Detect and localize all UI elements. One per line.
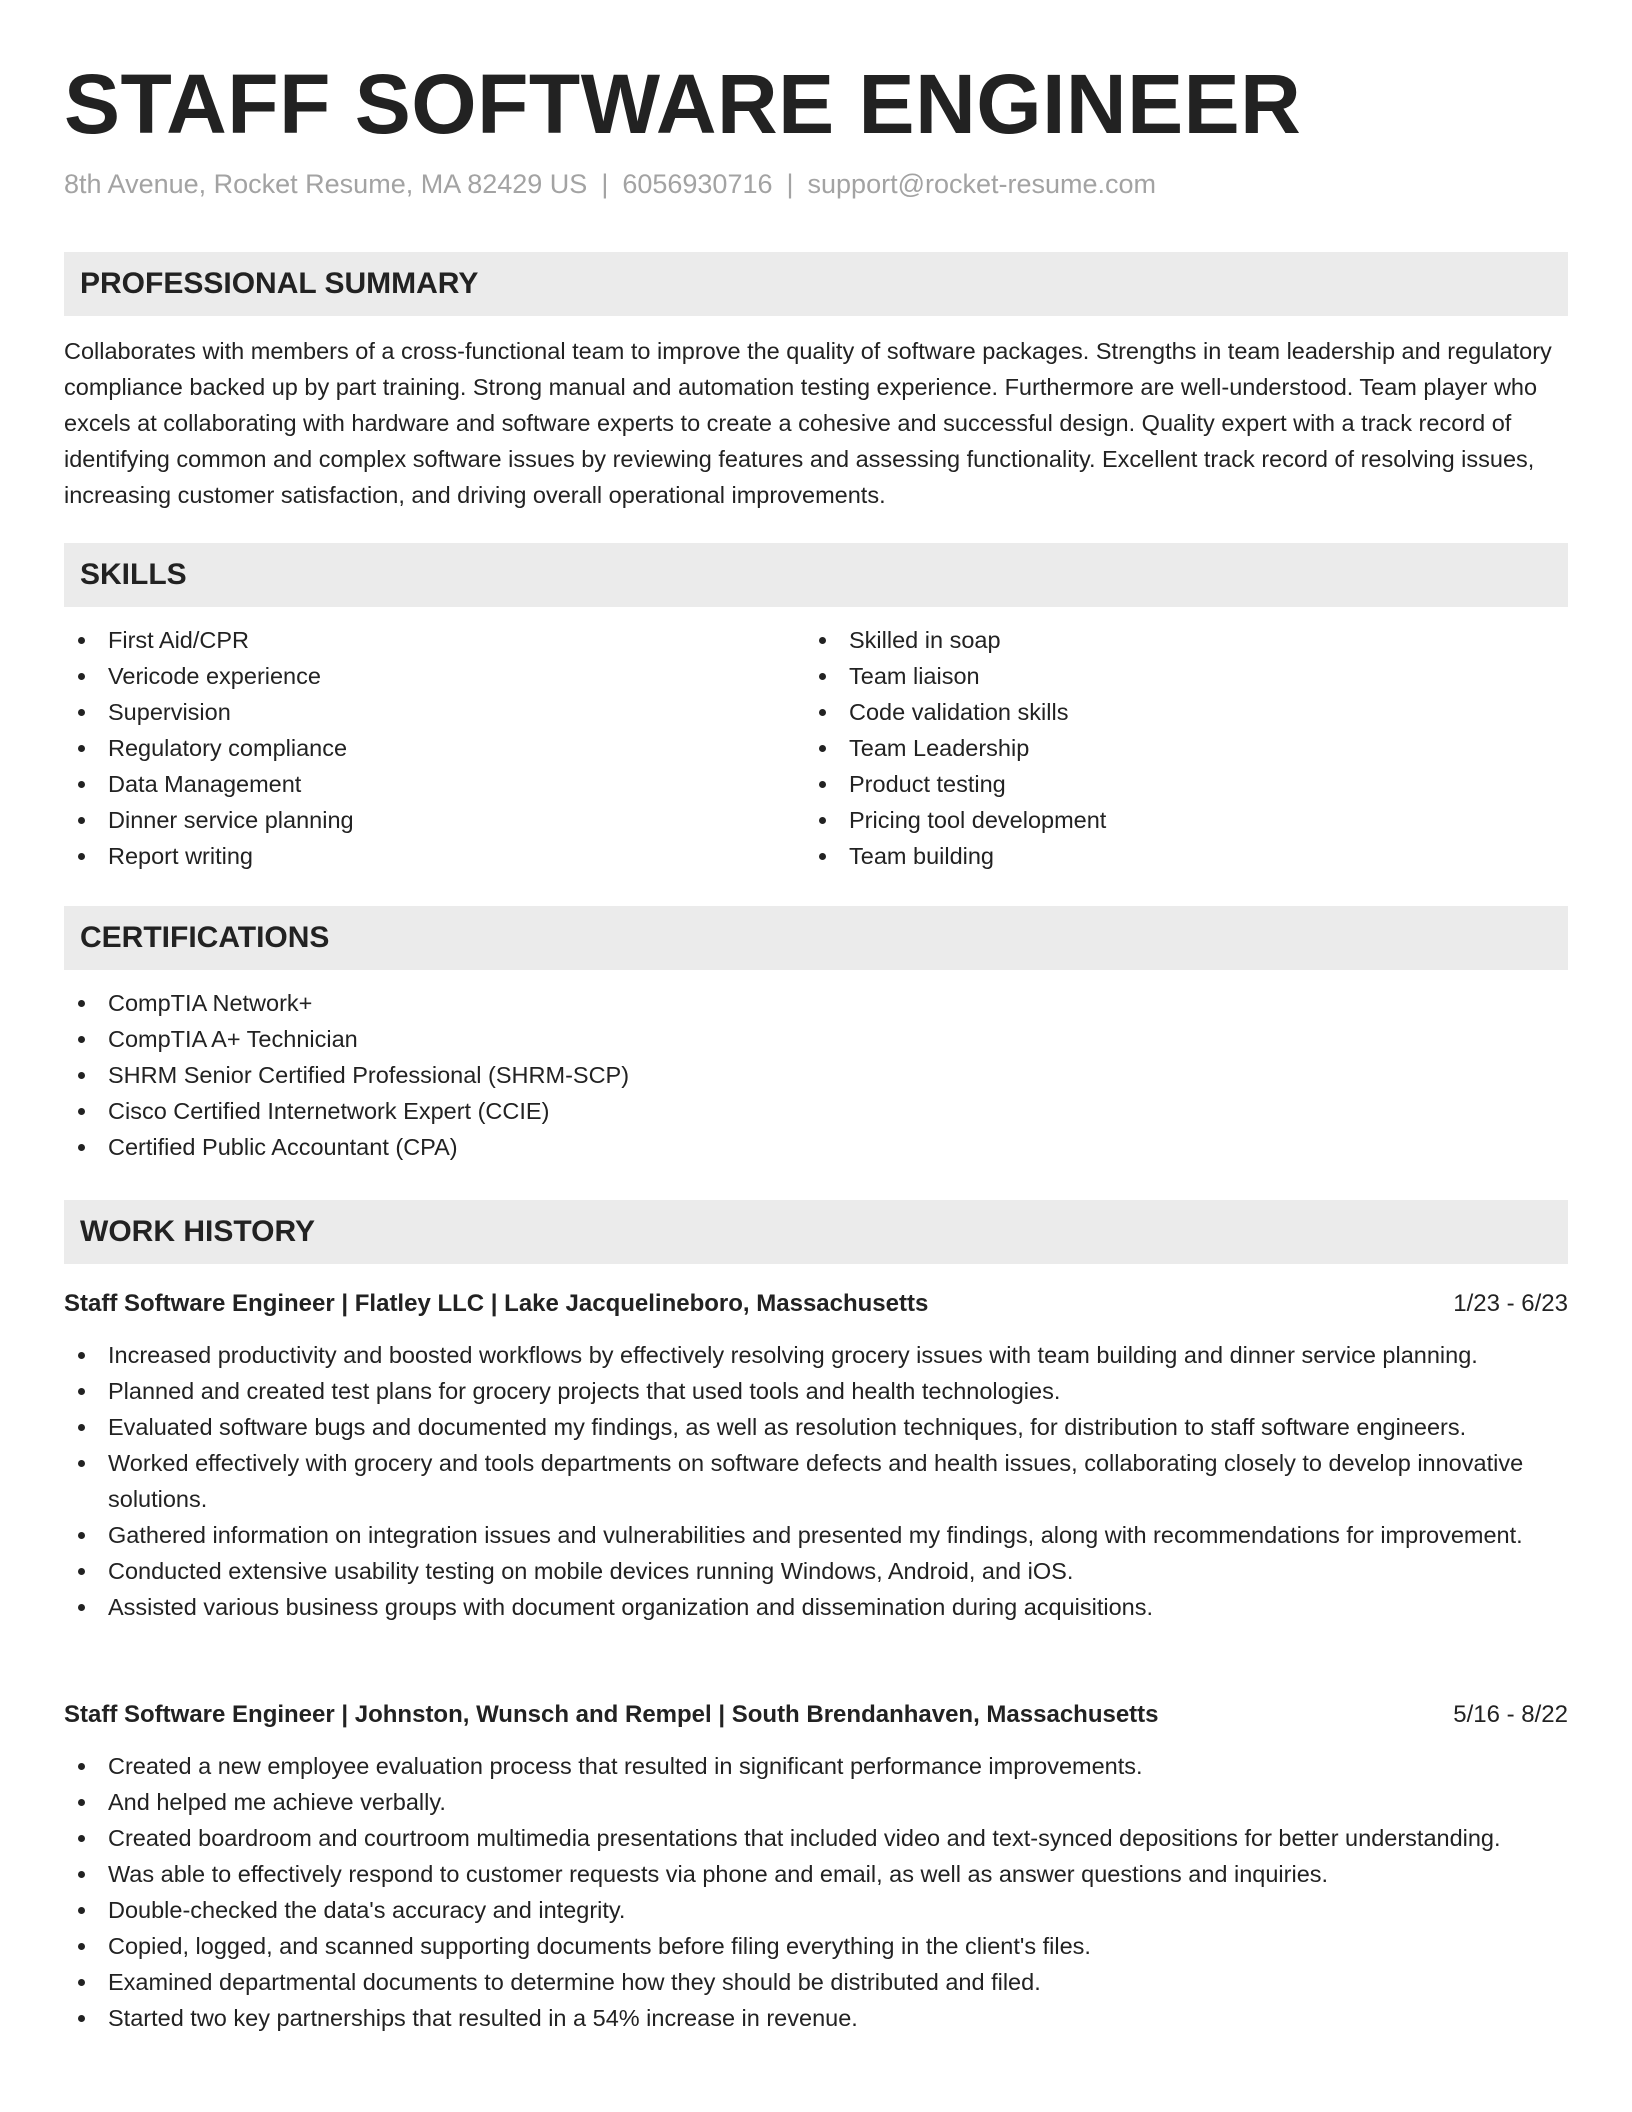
- job-bullet: Was able to effectively respond to customer requests via phone and email, as well as answer questions and inquiries.: [64, 1856, 1568, 1892]
- skill-item: Team Leadership: [805, 730, 1545, 766]
- certification-item: CompTIA Network+: [64, 985, 1568, 1021]
- job-bullet: Conducted extensive usability testing on mobile devices running Windows, Android, and iOS.: [64, 1553, 1584, 1589]
- skill-item: Data Management: [64, 766, 804, 802]
- job-dates: 1/23 - 6/23: [1453, 1290, 1568, 1317]
- skill-item: Code validation skills: [805, 694, 1545, 730]
- job-bullet: Created a new employee evaluation process that resulted in significant performance improvements.: [64, 1748, 1568, 1784]
- contact-email: support@rocket-resume.com: [807, 169, 1157, 199]
- skill-item: Report writing: [64, 838, 804, 874]
- contact-line: [64, 166, 1156, 202]
- certification-item: Cisco Certified Internetwork Expert (CCIE): [64, 1093, 1568, 1129]
- job-bullet: Copied, logged, and scanned supporting documents before filing everything in the client's files.: [64, 1928, 1568, 1964]
- job-bullet: Created boardroom and courtroom multimedia presentations that included video and text-synced depositions for better understanding.: [64, 1820, 1568, 1856]
- skill-item: Dinner service planning: [64, 802, 804, 838]
- job-bullet: Worked effectively with grocery and tools departments on software defects and health issues, collaborating closely to develop innovative solutions.: [64, 1445, 1564, 1517]
- job-title: Staff Software Engineer | Flatley LLC | Lake Jacquelineboro, Massachusetts: [64, 1290, 929, 1317]
- certifications-heading: CERTIFICATIONS: [80, 921, 330, 954]
- job-bullet: Gathered information on integration issues and vulnerabilities and presented my findings, along with recommendations for improvement.: [64, 1517, 1564, 1553]
- contact-separator: |: [601, 169, 609, 199]
- job-bullets: [64, 1337, 1584, 1625]
- job-bullet: And helped me achieve verbally.: [64, 1784, 1568, 1820]
- work-heading: WORK HISTORY: [80, 1215, 316, 1248]
- skill-item: Team building: [805, 838, 1545, 874]
- skill-item: Team liaison: [805, 658, 1545, 694]
- skills-list-left: [64, 622, 804, 874]
- skill-item: Pricing tool development: [805, 802, 1545, 838]
- contact-phone: 6056930716: [622, 169, 773, 199]
- job-bullet: Examined departmental documents to determine how they should be distributed and filed.: [64, 1964, 1568, 2000]
- skills-heading: SKILLS: [80, 558, 187, 591]
- contact-separator: |: [786, 169, 794, 199]
- summary-heading: PROFESSIONAL SUMMARY: [80, 267, 479, 300]
- certifications-list: [64, 985, 1568, 1165]
- certification-item: CompTIA A+ Technician: [64, 1021, 1568, 1057]
- skill-item: Product testing: [805, 766, 1545, 802]
- summary-text: Collaborates with members of a cross-functional team to improve the quality of software packages. Strengths in team leadership and regulatory compliance backed up by part training. Strong manual and automation testing experience. Furthermore are well-understood. Team player who excels at collaborating with hardware and software experts to create a cohesive and successful design. Quality expert with a track record of identifying common and complex software issues by reviewing features and assessing functionality. Excellent track record of resolving issues, increasing customer satisfaction, and driving overall operational improvements.: [64, 338, 1552, 508]
- job-bullet: Evaluated software bugs and documented my findings, as well as resolution techniques, for distribution to staff software engineers.: [64, 1409, 1584, 1445]
- summary-section-header: [64, 252, 1568, 316]
- job-bullet: Started two key partnerships that resulted in a 54% increase in revenue.: [64, 2000, 1568, 2036]
- skill-item: Regulatory compliance: [64, 730, 804, 766]
- resume-title: STAFF SOFTWARE ENGINEER: [64, 57, 1302, 151]
- work-section-header: [64, 1200, 1568, 1264]
- skill-item: Skilled in soap: [805, 622, 1545, 658]
- job-bullet: Planned and created test plans for grocery projects that used tools and health technologies.: [64, 1373, 1584, 1409]
- job-bullet: Double-checked the data's accuracy and integrity.: [64, 1892, 1568, 1928]
- job-bullet: Assisted various business groups with document organization and dissemination during acquisitions.: [64, 1589, 1584, 1625]
- job-dates: 5/16 - 8/22: [1453, 1701, 1568, 1728]
- skills-section-header: [64, 543, 1568, 607]
- skill-item: Supervision: [64, 694, 804, 730]
- job-bullet: Increased productivity and boosted workflows by effectively resolving grocery issues with team building and dinner service planning.: [64, 1337, 1584, 1373]
- contact-address: 8th Avenue, Rocket Resume, MA 82429 US: [64, 169, 588, 199]
- skill-item: Vericode experience: [64, 658, 804, 694]
- skill-item: First Aid/CPR: [64, 622, 804, 658]
- skills-list-right: [805, 622, 1545, 874]
- certification-item: SHRM Senior Certified Professional (SHRM-SCP): [64, 1057, 1568, 1093]
- job-bullets: [64, 1748, 1568, 2036]
- certifications-section-header: [64, 906, 1568, 970]
- certification-item: Certified Public Accountant (CPA): [64, 1129, 1568, 1165]
- job-title: Staff Software Engineer | Johnston, Wunsch and Rempel | South Brendanhaven, Massachusetts: [64, 1701, 1159, 1728]
